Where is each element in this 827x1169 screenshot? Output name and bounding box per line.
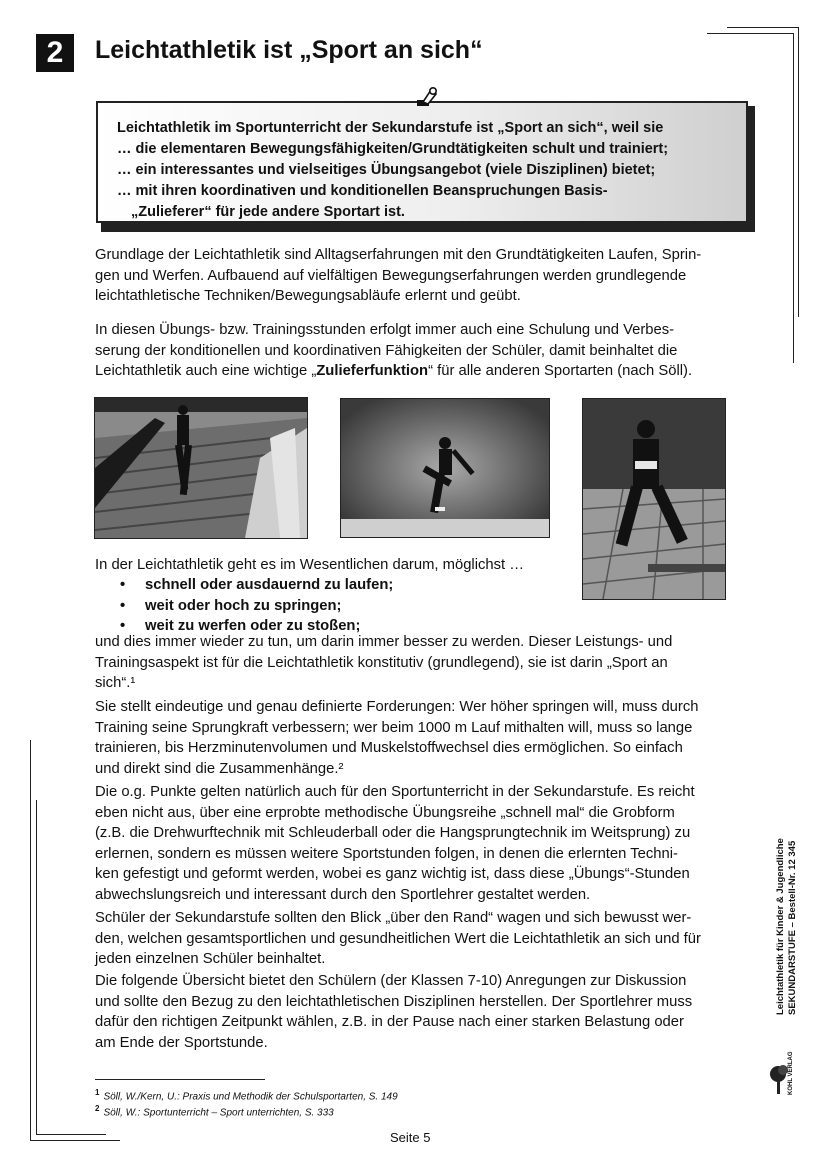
paragraph-5 [95,782,755,905]
text-line: Die o.g. Punkte gelten natürlich auch für den Sportunterricht in der Sekundarstufe. Es reicht [95,784,695,800]
frame-top-right-v2 [798,27,799,317]
bullet-text: weit oder hoch zu springen; [145,597,342,614]
frame-top-right-v [793,33,794,363]
text-line: ken gefestigt und geformt werden, wobei es ganz wichtig ist, dass diese „Übungs“-Stunden [95,866,690,882]
text-line: In diesen Übungs- bzw. Trainingsstunden erfolgt immer auch eine Schulung und Verbes- [95,322,675,338]
text-line: In der Leichtathletik geht es im Wesentlichen darum, möglichst … [95,557,525,573]
publisher-logo-icon [768,1060,792,1096]
info-line: „Zulieferer“ für jede andere Sportart ist. [131,204,405,220]
frame-top-right-h2 [727,27,798,28]
text-span: Leichtathletik auch eine wichtige „ [95,363,317,379]
bullet-icon: • [120,597,126,614]
text-line: erlernen, sondern es müssen weitere Sportstunden folgen, in denen die erlernten Techni- [95,845,678,862]
text-line: serung der konditionellen und koordinativen Fähigkeiten der Schüler, damit beinhaltet die [95,342,678,359]
side-label [775,838,799,1015]
bullet-icon: • [120,618,126,634]
footnote-1 [95,1088,398,1102]
chapter-number: 2 [36,34,74,72]
info-line: Leichtathletik im Sportunterricht der Sekundarstufe ist „Sport an sich“, weil sie [117,120,664,136]
text-line: jeden einzelnen Schüler beinhaltet. [95,951,326,967]
bold-term: Zulieferfunktion [316,363,429,379]
text-line: eben nicht aus, über eine erprobte methodische Übungsreihe „schnell mal“ die Grobform [95,804,675,821]
bullet-text: weit zu werfen oder zu stoßen; [145,618,361,634]
text-line: trainieren, bis Herzminutenvolumen und Muskelstoffwechsel dies ermöglichen. So einfach [95,740,683,756]
page-title: Leichtathletik ist „Sport an sich“ [95,36,483,64]
publisher-label: KOHL VERLAG [788,1051,794,1095]
text-line: am Ende der Sportstunde. [95,1034,268,1051]
text-line: Grundlage der Leichtathletik sind Alltagserfahrungen mit den Grundtätigkeiten Laufen, Sprin- [95,247,702,263]
frame-bottom-left-h [30,1140,120,1141]
text-line: gen und Werfen. Aufbauend auf vielfältigen Bewegungserfahrungen werden grundlegende [95,267,687,284]
text-line: und sollte den Bezug zu den leichtathletischen Disziplinen herstellen. Der Sportlehrer muss [95,993,693,1010]
text-line: den, welchen gesamtsportlichen und gesundheitlichen Wert die Leichtathletik an sich und für [95,930,701,947]
pin-icon [415,86,439,108]
photo-runner-stairs [94,397,308,539]
text-line: Sie stellt eindeutige und genau definierte Forderungen: Wer höher springen will, muss durch [95,699,699,715]
text-line: Die folgende Übersicht bietet den Schülern (der Klassen 7-10) Anregungen zur Diskussion [95,973,687,989]
text-line: und direkt sind die Zusammenhänge.² [95,760,344,777]
text-line: leichtathletische Techniken/Bewegungsabläufe erlernt und geübt. [95,288,521,304]
info-line: … mit ihren koordinativen und konditionellen Beanspruchungen Basis- [117,183,608,199]
footnote-text: Söll, W./Kern, U.: Praxis und Methodik der Schulsportarten, S. 149 [103,1091,398,1103]
footnote-mark: 2 [95,1104,100,1113]
text-line [95,361,755,382]
text-line: (z.B. die Drehwurftechnik mit Schleuderball oder die Hangsprungtechnik im Weitsprung) zu [95,825,691,841]
text-line: und dies immer wieder zu tun, um darin immer besser zu werden. Dieser Leistungs- und [95,634,673,650]
bullet-item [120,596,393,617]
frame-top-right-h [707,33,793,34]
paragraph-3 [95,632,755,694]
bullet-icon: • [120,577,126,593]
bullet-text: schnell oder ausdauernd zu laufen; [145,577,394,593]
text-line: Schüler der Sekundarstufe sollten den Blick „über den Rand“ wagen und sich bewusst wer- [95,910,692,926]
text-line: dafür den richtigen Zeitpunkt wählen, z.B. in der Pause nach einer starken Belastung oder [95,1014,684,1030]
text-line: abwechslungsreich und interessant durch den Sportlehrer gestaltet werden. [95,886,591,903]
paragraph-4 [95,697,755,779]
bullets-intro [95,555,755,576]
frame-bottom-left-v [30,740,31,1140]
text-line: sich“.¹ [95,675,136,691]
info-box-text [117,118,742,223]
frame-bottom-left-h2 [36,1134,106,1135]
info-line: … die elementaren Bewegungsfähigkeiten/Grundtätigkeiten schult und trainiert; [117,141,669,157]
text-line: Training seine Sprungkraft verbessern; wer beim 1000 m Lauf mithalten will, muss so lange [95,719,693,736]
info-line: … ein interessantes und vielseitiges Übungsangebot (viele Disziplinen) bietet; [117,162,656,178]
bullet-item [120,575,393,596]
side-label-line: Leichtathletik für Kinder & Jugendliche [775,838,786,1015]
side-label-line: SEKUNDARSTUFE – Bestell-Nr. 12 345 [787,840,798,1015]
footnote-text: Söll, W.: Sportunterricht – Sport unterrichten, S. 333 [103,1107,334,1119]
paragraph-7 [95,971,755,1053]
paragraph-6 [95,908,755,970]
text-span: “ für alle anderen Sportarten (nach Söll). [428,363,693,379]
frame-bottom-left-v2 [36,800,37,1134]
paragraph-1 [95,245,755,307]
paragraph-2 [95,320,755,382]
page-number: Seite 5 [390,1130,431,1145]
bullet-list [120,575,393,637]
text-line: Trainingsaspekt ist für die Leichtathletik konstitutiv (grundlegend), sie ist darin „Sport an [95,654,668,671]
footnote-2 [95,1104,334,1118]
footnote-mark: 1 [95,1088,100,1097]
photo-jumping-athlete [340,398,550,538]
footnote-divider [95,1079,265,1080]
